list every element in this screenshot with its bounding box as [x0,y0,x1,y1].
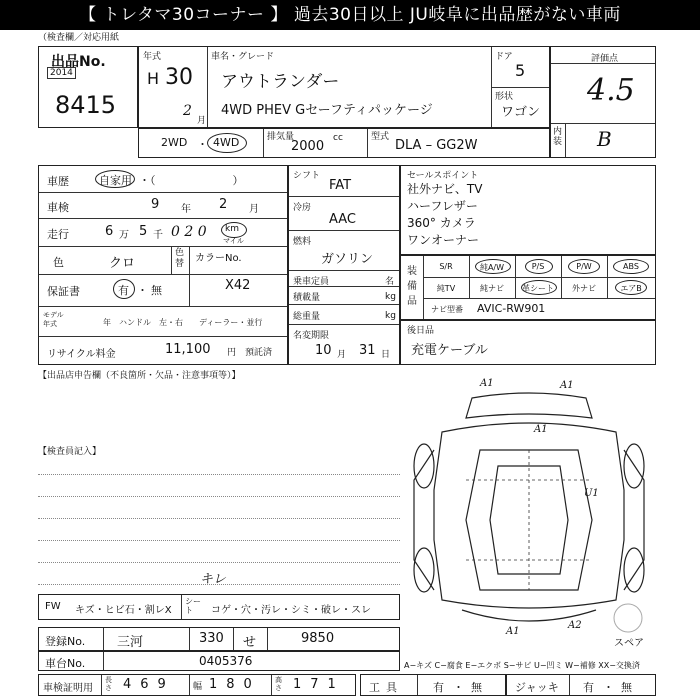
damage-mark: U1 [584,488,599,499]
car-damage-diagram [402,370,656,650]
shift-label: シフト [293,171,321,181]
chassis-row [38,651,400,671]
tools-sep: ・ [453,681,464,694]
capacity-label: 乗車定員 [293,277,330,287]
damage-mark: A1 [480,378,494,389]
jack-yes: 有 [583,681,594,694]
mileage-man: 6 [105,224,114,239]
plate-label: 登録No. [45,635,86,648]
vehicle-info-block [38,165,288,365]
plate-kana: せ [243,635,257,650]
dims-width-label: 幅 [193,682,203,692]
damage-legend: A−キズ C−腐食 E−エクボ S−サビ U−凹ミ W−補修 XX−交換済 [404,661,640,670]
tools-row [360,674,506,696]
inspector-notes-label: 【検査員記入】 [38,447,102,457]
handwritten-note: キレ [200,572,226,587]
equipment-item: エアB [620,284,642,293]
car-label: 車名・グレード [211,52,275,62]
load-label: 積載量 [293,293,321,303]
registration-change-month: 10 [315,343,332,358]
equipment-item: P/W [576,262,592,271]
jack-label: ジャッキ [515,681,559,694]
inspection-year: 9 [151,197,160,212]
sales-points-label: セールスポイント [407,171,479,181]
header-block [138,46,550,128]
later-item-label: 後日品 [407,326,435,336]
aircon-value: AAC [329,212,356,227]
interior-value: B [597,127,612,151]
registration-change-label: 名変期限 [293,331,330,341]
mileage-sen-unit: 千 [153,230,163,241]
interior-label: 内装 [553,127,563,147]
damage-mark: A1 [560,380,574,391]
shift-value: FAT [329,178,352,193]
warranty-sep: ・ [137,284,148,297]
navi-model-value: AVIC-RW901 [477,302,546,315]
later-item-box [400,320,656,365]
warranty-label: 保証書 [47,285,80,298]
damage-mark: A1 [506,626,520,637]
plate-class: 330 [199,631,224,646]
sales-point-item: ワンオーナー [407,233,480,247]
recycle-value: 11,100 [165,342,211,357]
recycle-unit: 円 [227,348,237,358]
capacity-unit: 名 [385,277,395,287]
score-box [550,46,656,158]
jack-row [506,674,656,696]
body-value: ワゴン [501,105,541,120]
equipment-item: 純A/W [479,263,505,272]
damage-mark: A2 [568,620,582,631]
aircon-label: 冷房 [293,203,312,213]
navi-model-label: ナビ型番 [431,305,463,314]
sales-point-item: 社外ナビ、TV [407,182,483,196]
tools-no: 無 [471,681,482,694]
chassis-label: 車台No. [45,657,86,670]
body-label: 形状 [495,92,514,102]
year-era: H [147,69,160,88]
weight-label: 総重量 [293,312,321,322]
score-label: 評価点 [591,54,619,64]
equipment-item: S/R [439,262,453,271]
dims-length-label: 長さ [105,676,112,692]
chassis-value: 0405376 [199,654,253,668]
color-value: クロ [109,256,136,271]
spec-block [288,165,400,365]
recycle-status: 預託済 [245,348,273,358]
year-month-unit: 月 [197,116,207,126]
load-unit: kg [385,292,396,302]
drive-row: 2WD ・ 4WD 排気量 2000 cc 型式 DLA – GG2W [138,128,550,158]
inspection-year-unit: 年 [181,204,191,215]
equipment-item: 純TV [436,284,456,293]
equipment-item: 外ナビ [572,284,596,293]
mileage-sen: 5 [139,224,148,239]
sub-heading: （検査欄／対応用紙 [38,33,120,43]
fuel-label: 燃料 [293,237,312,247]
seat-label: シート [185,597,201,615]
model-year-label: モデル年式 [43,311,64,328]
color-code: X42 [225,278,251,293]
history-value: 自家用 [99,174,132,187]
lot-stamp: 2014 [47,67,76,79]
lot-label: 出品No. [51,54,106,70]
inspection-month-unit: 月 [249,204,259,215]
seat-text: コゲ・穴・汚レ・シミ・破レ・スレ [211,605,371,616]
inspection-month: 2 [219,197,228,212]
tools-yes: 有 [433,681,444,694]
weight-unit: kg [385,311,396,321]
fw-label: FW [45,601,61,612]
fw-row [38,594,400,620]
car-name: アウトランダー [221,72,340,92]
history-label: 車歴 [47,175,69,188]
sales-point-item: ハーフレザー [407,199,478,213]
sales-point-item: 360° カメラ [407,216,476,230]
damage-mark: A1 [534,424,548,435]
fuel-value: ガソリン [321,252,374,267]
later-item-value: 充電ケーブル [411,343,488,358]
dims-width: 180 [209,677,261,692]
fw-text: キズ・ヒビ石・割レX [75,605,172,616]
equipment-item: P/S [531,262,545,271]
history-rest: ・（ ） [139,174,244,187]
lot-number: 8415 [55,91,117,119]
jack-no: 無 [621,681,632,694]
dims-height-label: 高さ [275,676,282,692]
model-value: DLA – GG2W [395,138,478,153]
color-code-label: カラーNo. [195,253,242,264]
tools-label: 工具 [369,681,403,694]
drive-4wd: 4WD [213,136,240,149]
sales-points-box [400,165,656,255]
dims-height: 171 [293,677,345,692]
exhibitor-notes-label: 【出品店申告欄（不良箇所・欠品・注意事項等）】 [38,371,241,381]
model-label: 型式 [371,132,390,142]
model-year-fields: 年 ハンドル 左・右 ディーラー・並行 [103,318,263,327]
equipment-item: ABS [623,262,639,271]
lot-box [38,46,138,128]
dimensions-row [38,674,356,696]
spare-label: スペア [614,638,644,649]
mileage-man-unit: 万 [119,230,129,241]
plate-region: 三河 [117,635,144,650]
recycle-label: リサイクル料金 [47,349,116,360]
displacement-unit: cc [333,133,343,143]
displacement-value: 2000 [291,139,325,154]
dims-length: 469 [123,677,175,692]
inspection-label: 車検 [47,201,69,214]
score-value: 4.5 [587,73,635,108]
doors-label: ドア [495,52,513,62]
mileage-rest: 0 2 0 [171,224,207,240]
plate-row [38,627,400,651]
mileage-unit2: マイル [223,237,244,245]
equipment-item: 革シート [522,284,554,293]
top-banner: 【 トレタマ30コーナー 】 過去30日以上 JU岐阜に出品歴がない車両 [0,0,700,30]
plate-number: 9850 [301,631,335,646]
equipment-label: 装備品 [407,266,417,307]
color-label: 色 [53,256,64,269]
equipment-box [400,255,656,320]
year-month: 2 [183,103,192,119]
mileage-unit: km [225,224,239,234]
jack-sep: ・ [603,681,614,694]
car-grade: 4WD PHEV Gセーフティパッケージ [221,103,433,118]
equipment-item: 純ナビ [480,284,504,293]
doors-value: 5 [515,61,526,80]
mileage-label: 走行 [47,228,69,241]
color-change-label: 色替 [175,248,185,269]
displacement-label: 排気量 [267,132,295,142]
registration-change-day: 31 [359,343,376,358]
warranty-yes: 有 [118,284,129,297]
warranty-no: 無 [151,284,162,297]
registration-change-month-unit: 月 [337,350,347,360]
dims-label: 車検証明用 [43,683,93,694]
registration-change-day-unit: 日 [381,350,391,360]
drive-2wd: 2WD [161,136,188,149]
year-value: 30 [165,65,193,90]
year-label: 年式 [143,52,162,62]
